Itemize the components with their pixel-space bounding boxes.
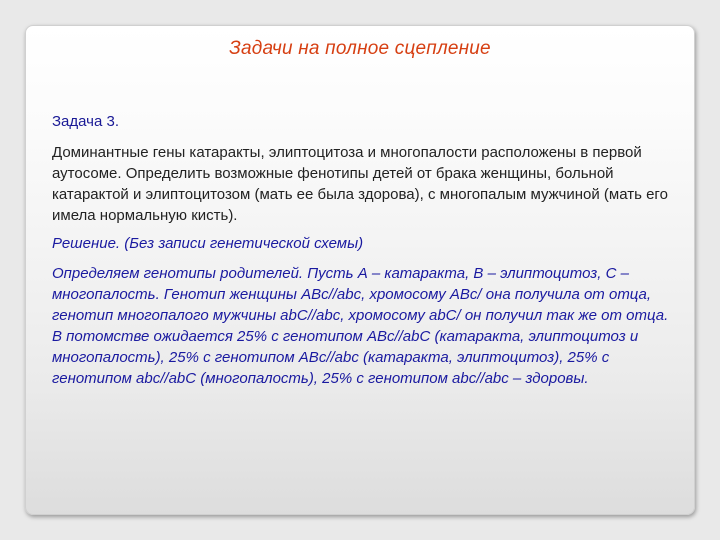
task-text: Доминантные гены катаракты, элиптоцитоза и многопалости расположены в первой аутосоме. Определить возможные фенотипы детей от брака женщины, больной катарактой и элиптоцитозом (мать ее была здорова), с многопалым мужчиной (мать его имела нормальную кисть).: [52, 144, 668, 224]
task-heading: Задача 3.: [52, 113, 120, 130]
slide-card: [25, 25, 695, 515]
slide-title: Задачи на полное сцепление: [229, 38, 491, 59]
solution-heading: Решение. (Без записи генетической схемы): [52, 235, 364, 252]
solution-text: Определяем генотипы родителей. Пусть А – катаракта, В – элиптоцитоз, С – многопалость. Генотип женщины АВс//abc, хромосому АВс/ она получила от отца, генотип многопалого мужчины abC//abc, хромосому abC/ он получил так же от отца. В потомстве ожидается 25% с генотипом АВс//abC (катаракта, элиптоцитоз и многопалость), 25% с генотипом АВс//abc (катаракта, элиптоцитоз), 25% с генотипом abc//abC (многопалость), 25% с генотипом abc//abc – здоровы.: [52, 265, 669, 387]
slide-content: [52, 112, 672, 389]
